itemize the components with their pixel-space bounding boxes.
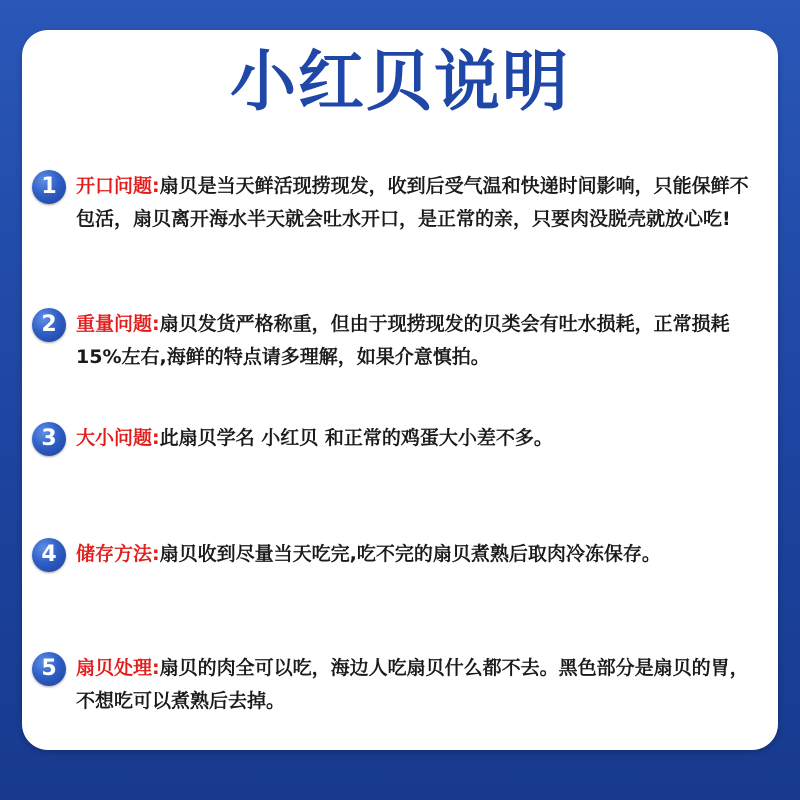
number-badge: 3 bbox=[32, 422, 66, 456]
item-body: 此扇贝学名 小红贝 和正常的鸡蛋大小差不多。 bbox=[159, 427, 553, 449]
item-text bbox=[76, 538, 756, 571]
item-label: 储存方法: bbox=[76, 543, 160, 565]
item-body: 扇贝是当天鲜活现捞现发，收到后受气温和快递时间影响，只能保鲜不包活，扇贝离开海水半天就会吐水开口，是正常的亲，只要肉没脱壳就放心吃! bbox=[76, 175, 749, 230]
item-body: 扇贝发货严格称重，但由于现捞现发的贝类会有吐水损耗，正常损耗15%左右,海鲜的特点请多理解，如果介意慎拍。 bbox=[76, 313, 730, 368]
item-body: 扇贝的肉全可以吃，海边人吃扇贝什么都不去。黑色部分是扇贝的胃，不想吃可以煮熟后去掉。 bbox=[76, 657, 749, 712]
item-label: 开口问题: bbox=[76, 175, 160, 197]
item-label: 扇贝处理: bbox=[76, 657, 160, 679]
number-badge: 5 bbox=[32, 652, 66, 686]
number-badge: 2 bbox=[32, 308, 66, 342]
item-body: 扇贝收到尽量当天吃完,吃不完的扇贝煮熟后取肉冷冻保存。 bbox=[159, 543, 661, 565]
item-label: 大小问题: bbox=[76, 427, 160, 449]
item-text bbox=[76, 170, 756, 236]
content-card bbox=[22, 30, 778, 750]
number-badge: 1 bbox=[32, 170, 66, 204]
item-text bbox=[76, 308, 756, 374]
number-badge: 4 bbox=[32, 538, 66, 572]
item-text bbox=[76, 422, 756, 455]
item-text bbox=[76, 652, 756, 718]
item-label: 重量问题: bbox=[76, 313, 160, 335]
page-title: 小红贝说明 bbox=[230, 43, 570, 120]
